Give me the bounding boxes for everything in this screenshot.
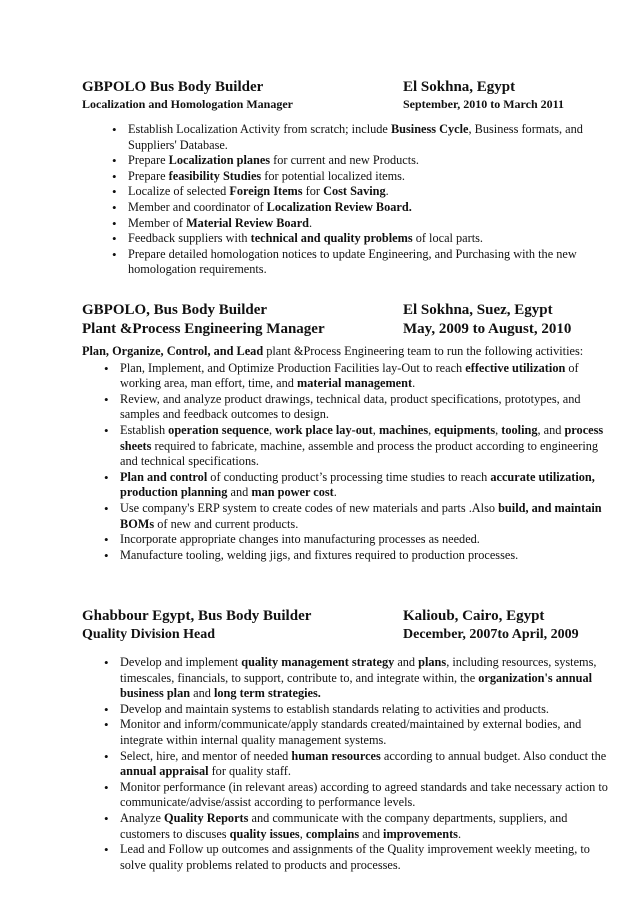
bullet-item: • Plan, Implement, and Optimize Production Facilities lay-Out to reach effective utilization of working area, man effort, time, and material management. bbox=[82, 361, 617, 392]
job-dates: September, 2010 to March 2011 bbox=[403, 97, 564, 111]
job-section-2 bbox=[82, 301, 617, 563]
bullet-item: • Plan and control of conducting product’s processing time studies to reach accurate utilization, production planning and man power cost. bbox=[82, 470, 617, 501]
bullet-item: • Localize of selected Foreign Items for Cost Saving. bbox=[82, 184, 617, 200]
bullet-item: • Prepare detailed homologation notices to update Engineering, and Purchasing with the new homologation requirements. bbox=[82, 247, 617, 278]
job-dates: December, 2007to April, 2009 bbox=[403, 627, 579, 642]
job-bullets bbox=[82, 122, 617, 278]
bullet-item: • Establish operation sequence, work place lay-out, machines, equipments, tooling, and process sheets required to fabricate, machine, assemble and process the product according to engineering and technical specifications. bbox=[82, 423, 617, 470]
bullet-item: • Develop and maintain systems to establish standards relating to activities and products. bbox=[82, 702, 617, 718]
job-intro: Plan, Organize, Control, and Lead plant &Process Engineering team to run the following activities: bbox=[82, 344, 584, 358]
bullet-item: • Use company's ERP system to create codes of new materials and parts .Also build, and maintain BOMs of new and current products. bbox=[82, 501, 617, 532]
bullet-item: • Prepare Localization planes for current and new Products. bbox=[82, 153, 617, 169]
job-subheader bbox=[82, 97, 617, 117]
bullet-item: • Member and coordinator of Localization Review Board. bbox=[82, 200, 617, 216]
job-dates: May, 2009 to August, 2010 bbox=[403, 321, 572, 337]
company-name: GBPOLO, Bus Body Builder bbox=[82, 302, 268, 318]
job-header bbox=[82, 301, 617, 320]
job-title: Plant &Process Engineering Manager bbox=[82, 321, 325, 337]
bullet-item: • Review, and analyze product drawings, technical data, product specifications, prototypes, and samples and feedback outcomes to design. bbox=[82, 392, 617, 423]
job-bullets bbox=[82, 655, 617, 873]
bullet-item: • Prepare feasibility Studies for potential localized items. bbox=[82, 169, 617, 185]
bullet-item: • Incorporate appropriate changes into manufacturing processes as needed. bbox=[82, 532, 617, 548]
job-title: Quality Division Head bbox=[82, 627, 216, 642]
bullet-item: • Feedback suppliers with technical and quality problems of local parts. bbox=[82, 231, 617, 247]
job-section-3 bbox=[82, 607, 617, 873]
bullet-item: • Member of Material Review Board. bbox=[82, 216, 617, 232]
bullet-item: • Lead and Follow up outcomes and assignments of the Quality improvement weekly meeting, to solve quality problems related to products and processes. bbox=[82, 842, 617, 873]
job-subheader bbox=[82, 626, 617, 646]
bullet-item: • Manufacture tooling, welding jigs, and fixtures required to production processes. bbox=[82, 548, 617, 564]
bullet-item: • Monitor performance (in relevant areas) according to agreed standards and take necessary action to communicate/advise/assist according to performance levels. bbox=[82, 780, 617, 811]
job-bullets bbox=[82, 361, 617, 564]
job-header bbox=[82, 78, 617, 97]
job-header bbox=[82, 607, 617, 626]
bullet-item: • Establish Localization Activity from scratch; include Business Cycle, Business formats, and Suppliers' Database. bbox=[82, 122, 617, 153]
job-title: Localization and Homologation Manager bbox=[82, 97, 293, 111]
company-name: Ghabbour Egypt, Bus Body Builder bbox=[82, 608, 312, 624]
job-location: El Sokhna, Egypt bbox=[403, 79, 516, 95]
company-name: GBPOLO Bus Body Builder bbox=[82, 79, 264, 95]
bullet-item: • Monitor and inform/communicate/apply standards created/maintained by external bodies, and integrate within internal quality management systems. bbox=[82, 717, 617, 748]
bullet-item: • Develop and implement quality management strategy and plans, including resources, systems, timescales, financials, to support, contribute to, and integrate within, the organization's annual business plan and long term strategies. bbox=[82, 655, 617, 702]
job-location: El Sokhna, Suez, Egypt bbox=[403, 302, 553, 318]
job-section-1 bbox=[82, 78, 617, 278]
job-subheader bbox=[82, 320, 617, 344]
bullet-item: • Analyze Quality Reports and communicate with the company departments, suppliers, and customers to discuses quality issues, complains and improvements. bbox=[82, 811, 617, 842]
bullet-item: • Select, hire, and mentor of needed human resources according to annual budget. Also conduct the annual appraisal for quality staff. bbox=[82, 749, 617, 780]
job-location: Kalioub, Cairo, Egypt bbox=[403, 608, 545, 624]
